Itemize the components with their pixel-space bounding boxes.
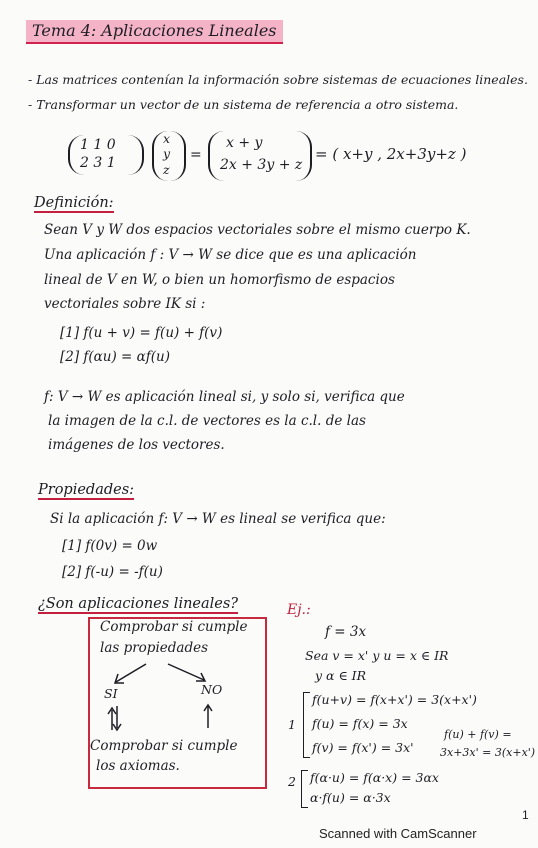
condition-2: [2] f(αu) = αf(u) bbox=[60, 349, 170, 365]
method-box-line-2: las propiedades bbox=[100, 640, 209, 656]
vector-z: z bbox=[163, 162, 170, 177]
case-2-line-1: f(α·u) = f(α·x) = 3αx bbox=[310, 770, 439, 785]
definicion-line-1: Sean V y W dos espacios vectoriales sobre el mismo cuerpo K. bbox=[44, 222, 471, 238]
definicion-para-2: la imagen de la c.l. de vectores es la c.l. de las bbox=[48, 413, 366, 429]
propiedades-line-1: Si la aplicación f: V → W es lineal se verifica que: bbox=[50, 511, 386, 527]
scanner-footer: Scanned with CamScanner bbox=[319, 826, 477, 841]
case-1-line-1: f(u+v) = f(x+x') = 3(x+x') bbox=[312, 692, 477, 707]
propiedad-2: [2] f(-u) = -f(u) bbox=[62, 564, 163, 580]
result-row-1: x + y bbox=[226, 135, 263, 151]
case-1-sum-label: f(u) + f(v) = bbox=[444, 728, 512, 741]
propiedad-1: [1] f(0v) = 0w bbox=[62, 538, 158, 554]
definicion-line-3: lineal de V en W, o bien un homorfismo de espacios bbox=[44, 272, 395, 288]
intro-bullet-1: - Las matrices contenían la información sobre sistemas de ecuaciones lineales. bbox=[28, 72, 528, 87]
case-1-sum-value: 3x+3x' = 3(x+x') bbox=[440, 746, 536, 759]
definicion-heading: Definición: bbox=[34, 195, 114, 211]
case-1-brace bbox=[303, 692, 310, 758]
definicion-line-4: vectoriales sobre IK si : bbox=[44, 296, 206, 312]
case-1-line-3: f(v) = f(x') = 3x' bbox=[312, 740, 414, 755]
si-label: SI bbox=[104, 686, 118, 701]
example-function: f = 3x bbox=[325, 624, 367, 640]
definicion-line-2: Una aplicación f : V → W se dice que es una aplicación bbox=[44, 247, 417, 263]
case-1-line-2: f(u) = f(x) = 3x bbox=[312, 716, 408, 731]
intro-bullet-2: - Transformar un vector de un sistema de referencia a otro sistema. bbox=[28, 97, 459, 112]
no-label: NO bbox=[201, 682, 223, 697]
flow-arrows bbox=[96, 656, 246, 736]
example-sea: Sea v = x' y u = x ∈ IR bbox=[305, 648, 449, 663]
method-box-line-1: Comprobar si cumple bbox=[100, 619, 248, 635]
case-1-number: 1 bbox=[288, 717, 296, 732]
method-box-line-4: los axiomas. bbox=[96, 758, 180, 774]
example-label: Ej.: bbox=[287, 602, 311, 618]
method-box-line-3: Comprobar si cumple bbox=[90, 738, 238, 754]
example-alpha: y α ∈ IR bbox=[315, 668, 367, 683]
vector-y: y bbox=[163, 146, 171, 161]
page-number: 1 bbox=[522, 808, 529, 822]
definicion-para-3: imágenes de los vectores. bbox=[48, 437, 225, 453]
result-tuple: = ( x+y , 2x+3y+z ) bbox=[315, 145, 467, 163]
equals-sign: = bbox=[190, 147, 202, 163]
page-title: Tema 4: Aplicaciones Lineales bbox=[26, 20, 283, 44]
case-2-number: 2 bbox=[288, 774, 296, 789]
vector-x: x bbox=[163, 131, 171, 146]
matrix-row-2: 2 3 1 bbox=[80, 155, 116, 171]
matrix-row-1: 1 1 0 bbox=[80, 137, 116, 153]
definicion-para-1: f: V → W es aplicación lineal si, y solo si, verifica que bbox=[44, 389, 405, 405]
result-row-2: 2x + 3y + z bbox=[220, 157, 303, 173]
case-2-line-2: α·f(u) = α·3x bbox=[310, 790, 391, 805]
propiedades-heading: Propiedades: bbox=[38, 482, 135, 498]
case-2-brace bbox=[301, 770, 308, 808]
son-lineales-heading: ¿Son aplicaciones lineales? bbox=[38, 596, 239, 612]
condition-1: [1] f(u + v) = f(u) + f(v) bbox=[60, 325, 223, 341]
